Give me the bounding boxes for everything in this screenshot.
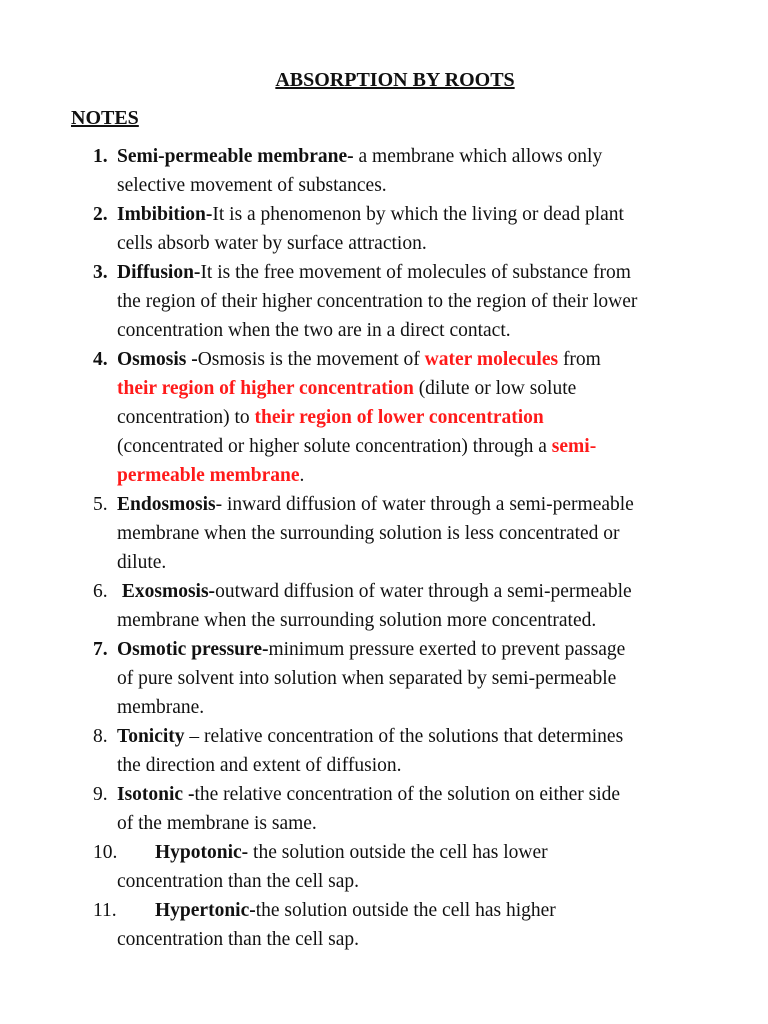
item-text: membrane. [117, 697, 205, 718]
item-line [117, 142, 717, 171]
highlight-text: their region of lower concentration [254, 407, 544, 428]
item-text: concentration than the cell sap. [117, 929, 360, 950]
item-term: Endosmosis [117, 494, 216, 515]
item-number: 4. [93, 349, 108, 370]
item-text: cells absorb water by surface attraction. [117, 233, 427, 254]
list-item [0, 896, 717, 954]
item-line [117, 200, 717, 229]
item-number: 6. [93, 581, 108, 602]
item-line [117, 490, 717, 519]
list-item [0, 345, 717, 490]
item-line [117, 780, 717, 809]
item-text: It is a phenomenon by which the living or dead plant [212, 204, 624, 225]
item-text: - inward diffusion of water through a semi-permeable [215, 494, 634, 515]
item-text: the solution outside the cell has lower [248, 842, 548, 863]
item-line [117, 635, 717, 664]
item-term: Hypertonic- [155, 900, 256, 921]
list-item [0, 258, 717, 345]
item-term: Diffusion- [117, 262, 201, 283]
list-item [0, 635, 717, 722]
item-text: . [299, 465, 305, 486]
item-text: concentration) to [117, 407, 255, 428]
item-text: from [558, 349, 601, 370]
list-item [0, 200, 717, 258]
item-line [117, 374, 717, 403]
item-text: (concentrated or higher solute concentration) through a [117, 436, 552, 457]
item-text: selective movement of substances. [117, 175, 387, 196]
item-line [117, 838, 717, 867]
item-text: the region of their higher concentration to the region of their lower [117, 291, 638, 312]
item-term: Tonicity [117, 726, 185, 747]
item-text: minimum pressure exerted to prevent passage [268, 639, 626, 660]
item-text: Osmosis is the movement of [197, 349, 425, 370]
item-text: of pure solvent into solution when separated by semi-permeable [117, 668, 617, 689]
item-term: Imbibition- [117, 204, 213, 225]
document-title: ABSORPTION BY ROOTS [275, 69, 515, 91]
item-text: dilute. [117, 552, 167, 573]
highlight-text: semi- [551, 436, 597, 457]
item-number: 7. [93, 639, 108, 660]
item-term: Osmotic pressure- [117, 639, 269, 660]
item-number: 8. [93, 726, 108, 747]
item-line [117, 345, 717, 374]
list-item [0, 490, 717, 577]
item-number: 10. [93, 842, 118, 863]
item-term: Exosmosis- [121, 581, 216, 602]
highlight-text: their region of higher concentration [117, 378, 414, 399]
item-number: 3. [93, 262, 108, 283]
item-text: of the membrane is same. [117, 813, 317, 834]
highlight-text: water molecules [424, 349, 559, 370]
item-text: a membrane which allows only [353, 146, 603, 167]
item-line [117, 896, 717, 925]
item-line [117, 577, 717, 606]
list-item [0, 577, 717, 635]
item-text: membrane when the surrounding solution more concentrated. [117, 610, 597, 631]
list-item [0, 780, 717, 838]
item-text: outward diffusion of water through a semi-permeable [215, 581, 632, 602]
list-item [0, 838, 717, 896]
item-text: the relative concentration of the solution on either side [194, 784, 621, 805]
item-number: 5. [93, 494, 108, 515]
item-line [117, 403, 717, 432]
item-line [117, 258, 717, 287]
item-text: concentration when the two are in a direct contact. [117, 320, 511, 341]
item-text: the solution outside the cell has higher [255, 900, 556, 921]
item-line [117, 432, 717, 461]
notes-list [0, 142, 768, 954]
list-item [0, 722, 717, 780]
item-number: 2. [93, 204, 108, 225]
item-text: It is the free movement of molecules of substance from [200, 262, 631, 283]
highlight-text: permeable membrane [117, 465, 300, 486]
item-text: (dilute or low solute [413, 378, 577, 399]
item-term: Isotonic - [117, 784, 195, 805]
item-text: – relative concentration of the solutions that determines [184, 726, 624, 747]
notes-heading: NOTES [71, 107, 139, 129]
item-term: Osmosis - [117, 349, 198, 370]
item-text: concentration than the cell sap. [117, 871, 360, 892]
item-number: 9. [93, 784, 108, 805]
item-term: Semi-permeable membrane- [117, 146, 354, 167]
item-text: the direction and extent of diffusion. [117, 755, 402, 776]
item-line [117, 461, 717, 490]
item-text: membrane when the surrounding solution is less concentrated or [117, 523, 620, 544]
item-term: Hypotonic- [155, 842, 249, 863]
item-number: 1. [93, 146, 108, 167]
item-number: 11. [93, 900, 117, 921]
item-line [117, 722, 717, 751]
list-item [0, 142, 717, 200]
